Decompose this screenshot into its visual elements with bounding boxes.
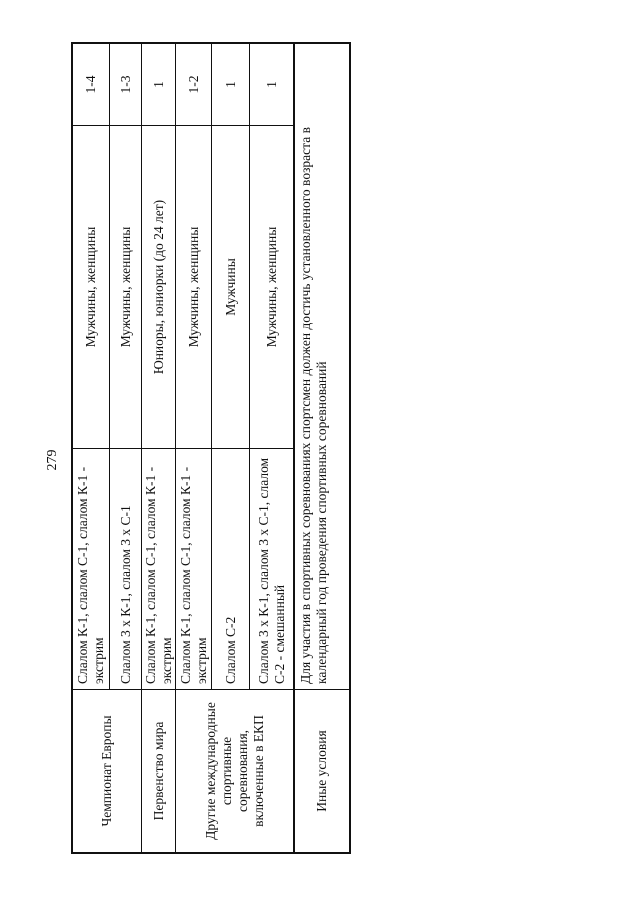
competition-cell: Первенство мира [150,721,166,821]
group-cell: Мужчины, женщины [263,226,279,348]
discipline-cell: Слалом К-1, слалом С-1, слалом К-1 - экстрим [75,466,106,684]
discipline-cell: Слалом С-2 [222,616,238,684]
discipline-cell: Слалом 3 х К-1, слалом 3 х С-1, слалом С-2 - смешанный [255,457,287,684]
places-cell: 1 [150,81,166,88]
group-cell: Мужчины [222,258,238,316]
discipline-cell: Слалом 3 х К-1, слалом 3 х С-1 [117,505,133,684]
places-cell: 1-2 [185,75,201,94]
requirements-table [71,42,351,854]
group-cell: Мужчины, женщины [117,226,133,348]
discipline-cell: Слалом К-1, слалом С-1, слалом К-1 - экстрим [177,466,209,684]
competition-cell: Другие международные спортивные соревнования, включенные в ЕКП [202,702,266,840]
group-cell: Юниоры, юниорки (до 24 лет) [150,199,166,375]
table-border-left [71,852,351,854]
group-cell: Мужчины, женщины [83,226,98,348]
places-cell: 1 [222,81,238,88]
competition-cell: Чемпионат Европы [99,715,114,827]
places-cell: 1-3 [117,75,133,94]
table-border-bottom [349,42,351,854]
group-cell: Мужчины, женщины [185,226,201,348]
rotated-table-area [71,42,351,854]
other-conditions-text: Для участия в спортивных соревнованиях спортсмен должен достичь установленного возраста в календарный год проведения спортивных соревнований [298,127,329,684]
other-conditions-label: Иные условия [314,730,329,812]
places-cell: 1 [263,81,279,88]
discipline-cell: Слалом К-1, слалом С-1, слалом К-1 - экстрим [142,466,174,684]
page-number: 279 [45,449,60,471]
places-cell: 1-4 [83,75,98,94]
